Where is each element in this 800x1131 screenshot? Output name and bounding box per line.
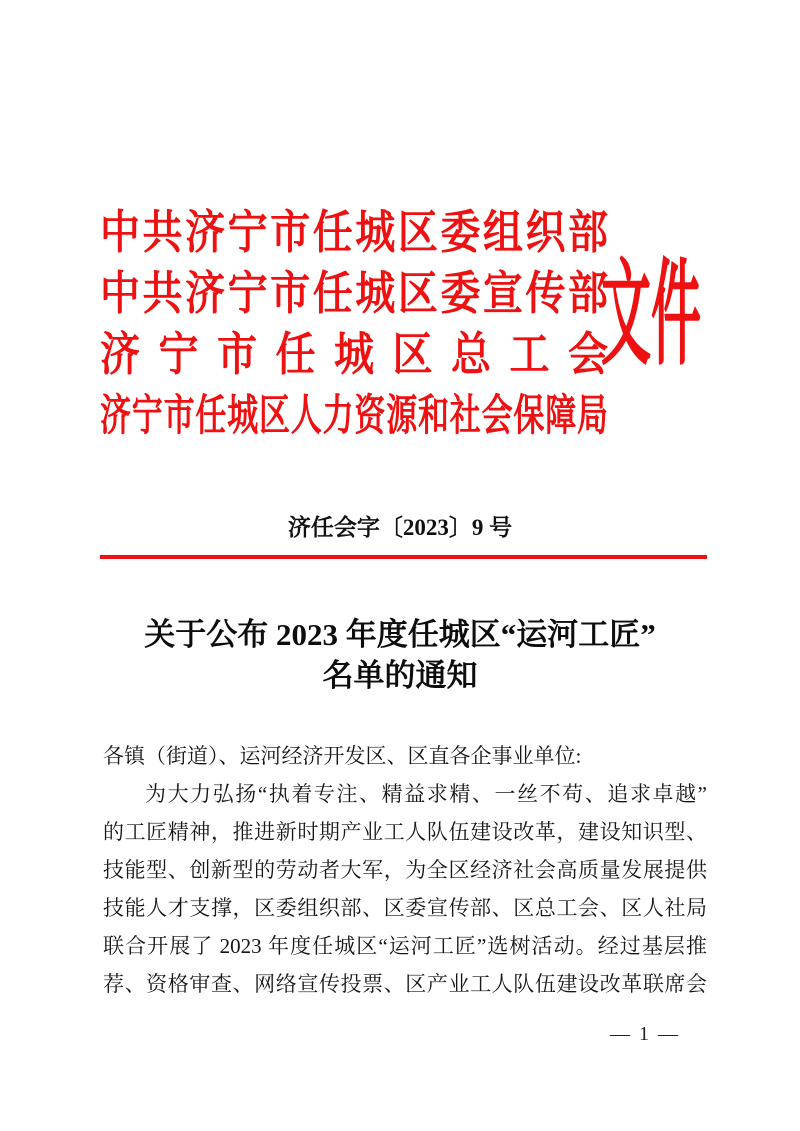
letterhead-doc-type-label: 文件	[601, 251, 701, 379]
page-number: — 1 —	[610, 1023, 680, 1045]
body-line: 荐、资格审查、网络宣传投票、区产业工人队伍建设改革联席会	[103, 972, 707, 996]
letterhead-org-line-2: 中共济宁市任城区委宣传部	[100, 267, 608, 320]
letterhead-org-line-4: 济宁市任城区人力资源和社会保障局	[100, 391, 608, 440]
body-line: 为大力弘扬“执着专注、精益求精、一丝不苟、追求卓越”	[145, 782, 707, 806]
salutation-line: 各镇（街道）、运河经济开发区、区直各企事业单位:	[103, 744, 582, 768]
letterhead-org-line-3: 济宁市任城区总工会	[100, 328, 608, 381]
body-line: 技能人才支撑，区委组织部、区委宣传部、区总工会、区人社局	[103, 896, 707, 920]
doc-body	[103, 737, 707, 1003]
letterhead-org-line-1: 中共济宁市任城区委组织部	[100, 206, 608, 259]
body-line: 联合开展了 2023 年度任城区“运河工匠”选树活动。经过基层推	[103, 934, 707, 958]
doc-title-line-2: 名单的通知	[322, 658, 478, 693]
red-separator-rule	[100, 555, 707, 559]
doc-reference-number: 济任会字〔2023〕9 号	[287, 515, 513, 540]
doc-title-line-1: 关于公布 2023 年度任城区“运河工匠”	[144, 617, 656, 652]
body-line: 的工匠精神，推进新时期产业工人队伍建设改革，建设知识型、	[103, 820, 707, 844]
letterhead	[100, 202, 608, 446]
doc-title	[50, 614, 750, 696]
body-line: 技能型、创新型的劳动者大军，为全区经济社会高质量发展提供	[103, 858, 707, 882]
